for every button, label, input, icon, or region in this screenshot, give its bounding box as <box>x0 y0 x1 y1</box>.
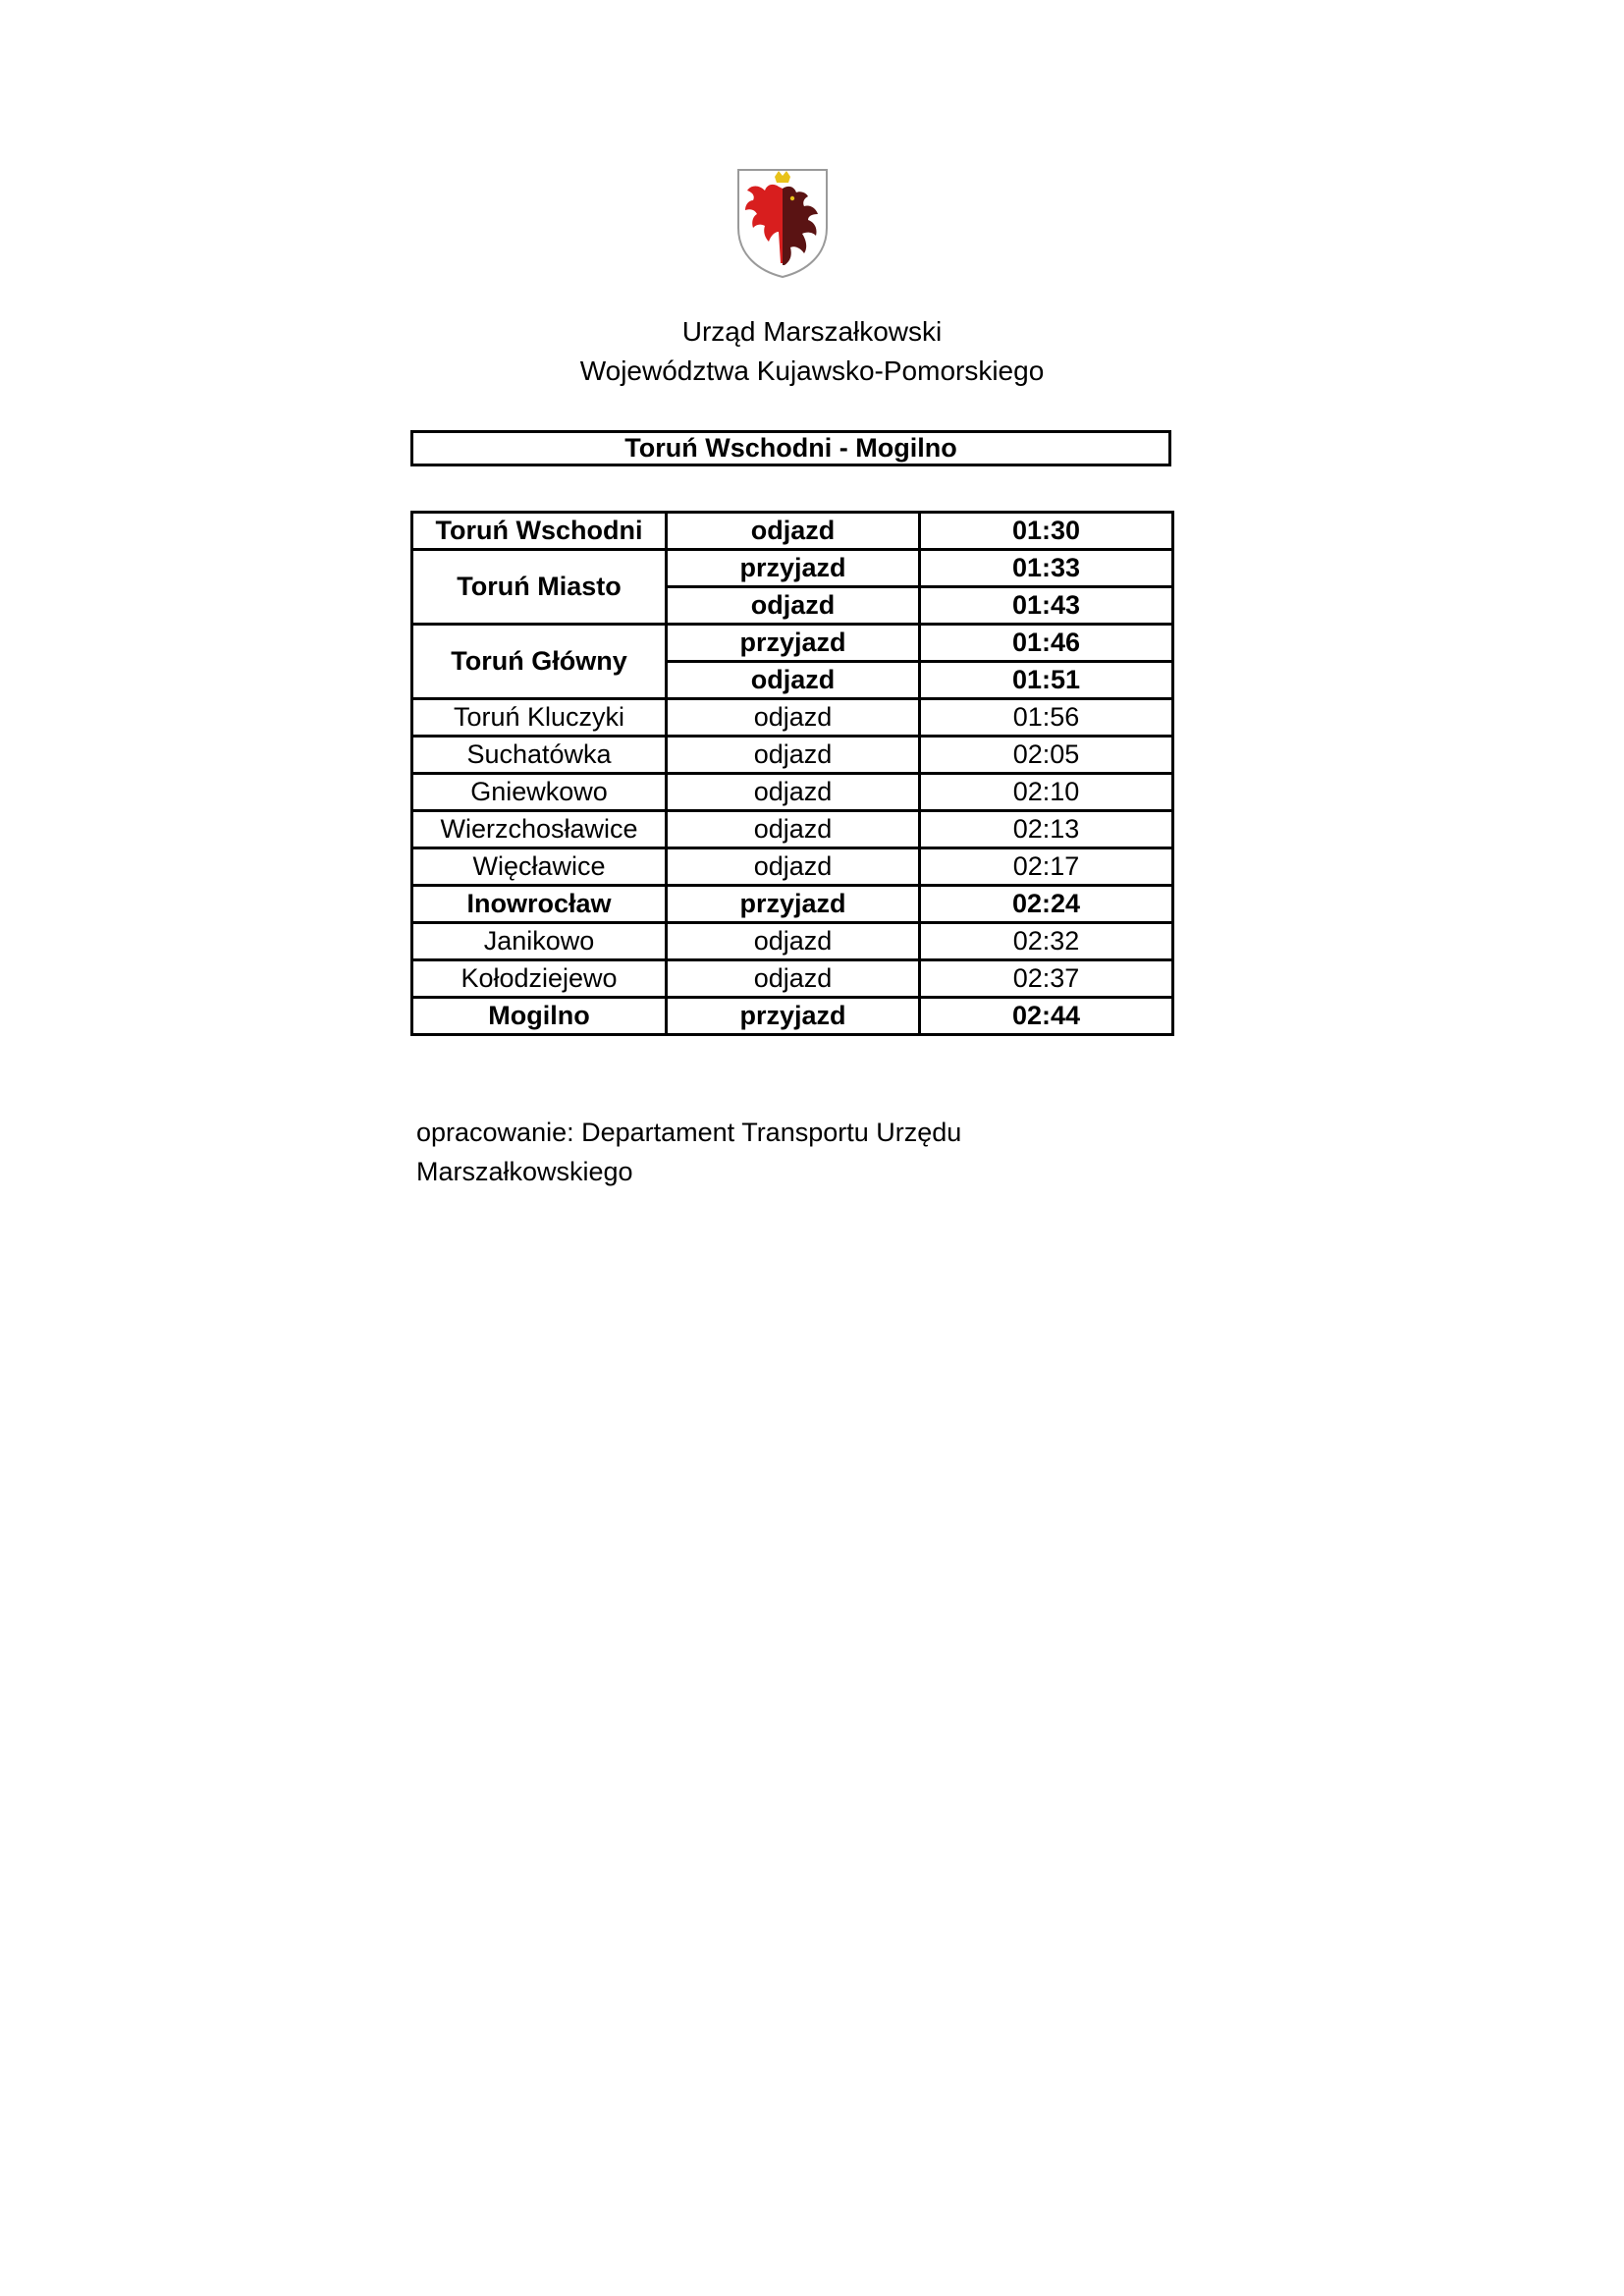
table-row <box>412 774 1173 811</box>
stop-type: odjazd <box>667 513 920 550</box>
stop-type: odjazd <box>667 923 920 960</box>
stop-type: odjazd <box>667 587 920 625</box>
table-row <box>412 737 1173 774</box>
table-row <box>412 886 1173 923</box>
station-name: Więcławice <box>412 848 667 886</box>
coat-of-arms-icon <box>735 167 830 279</box>
stop-time: 02:32 <box>920 923 1173 960</box>
timetable <box>410 511 1174 1036</box>
station-name: Mogilno <box>412 998 667 1035</box>
station-name: Toruń Główny <box>412 625 667 699</box>
stop-time: 02:44 <box>920 998 1173 1035</box>
office-name-line1: Urząd Marszałkowski <box>681 316 943 347</box>
stop-time: 01:56 <box>920 699 1173 737</box>
stop-time: 01:33 <box>920 550 1173 587</box>
stop-time: 02:24 <box>920 886 1173 923</box>
station-name: Toruń Kluczyki <box>412 699 667 737</box>
stop-type: odjazd <box>667 662 920 699</box>
table-row <box>412 811 1173 848</box>
station-name: Toruń Miasto <box>412 550 667 625</box>
table-row <box>412 960 1173 998</box>
stop-time: 02:13 <box>920 811 1173 848</box>
station-name: Janikowo <box>412 923 667 960</box>
table-row <box>412 550 1173 587</box>
station-name: Kołodziejewo <box>412 960 667 998</box>
footer-credit <box>416 1113 961 1191</box>
station-name: Toruń Wschodni <box>412 513 667 550</box>
stop-type: odjazd <box>667 774 920 811</box>
stop-type: przyjazd <box>667 625 920 662</box>
stop-time: 02:05 <box>920 737 1173 774</box>
stop-time: 02:37 <box>920 960 1173 998</box>
table-row <box>412 699 1173 737</box>
station-name: Suchatówka <box>412 737 667 774</box>
stop-type: odjazd <box>667 699 920 737</box>
office-name-line2: Województwa Kujawsko-Pomorskiego <box>579 355 1045 386</box>
stop-type: przyjazd <box>667 998 920 1035</box>
footer-line2: Marszałkowskiego <box>416 1157 633 1186</box>
stop-time: 01:46 <box>920 625 1173 662</box>
stop-type: odjazd <box>667 737 920 774</box>
stop-time: 01:51 <box>920 662 1173 699</box>
stop-time: 02:10 <box>920 774 1173 811</box>
table-row <box>412 923 1173 960</box>
stop-type: przyjazd <box>667 550 920 587</box>
footer-line1: opracowanie: Departament Transportu Urzędu <box>416 1118 962 1147</box>
station-name: Wierzchosławice <box>412 811 667 848</box>
stop-time: 01:30 <box>920 513 1173 550</box>
stop-type: odjazd <box>667 848 920 886</box>
table-row <box>412 625 1173 662</box>
station-name: Inowrocław <box>412 886 667 923</box>
stop-time: 02:17 <box>920 848 1173 886</box>
stop-type: przyjazd <box>667 886 920 923</box>
station-name: Gniewkowo <box>412 774 667 811</box>
table-row <box>412 998 1173 1035</box>
stop-time: 01:43 <box>920 587 1173 625</box>
table-row <box>412 513 1173 550</box>
stop-type: odjazd <box>667 811 920 848</box>
stop-type: odjazd <box>667 960 920 998</box>
route-title: Toruń Wschodni - Mogilno <box>410 430 1171 466</box>
table-row <box>412 848 1173 886</box>
